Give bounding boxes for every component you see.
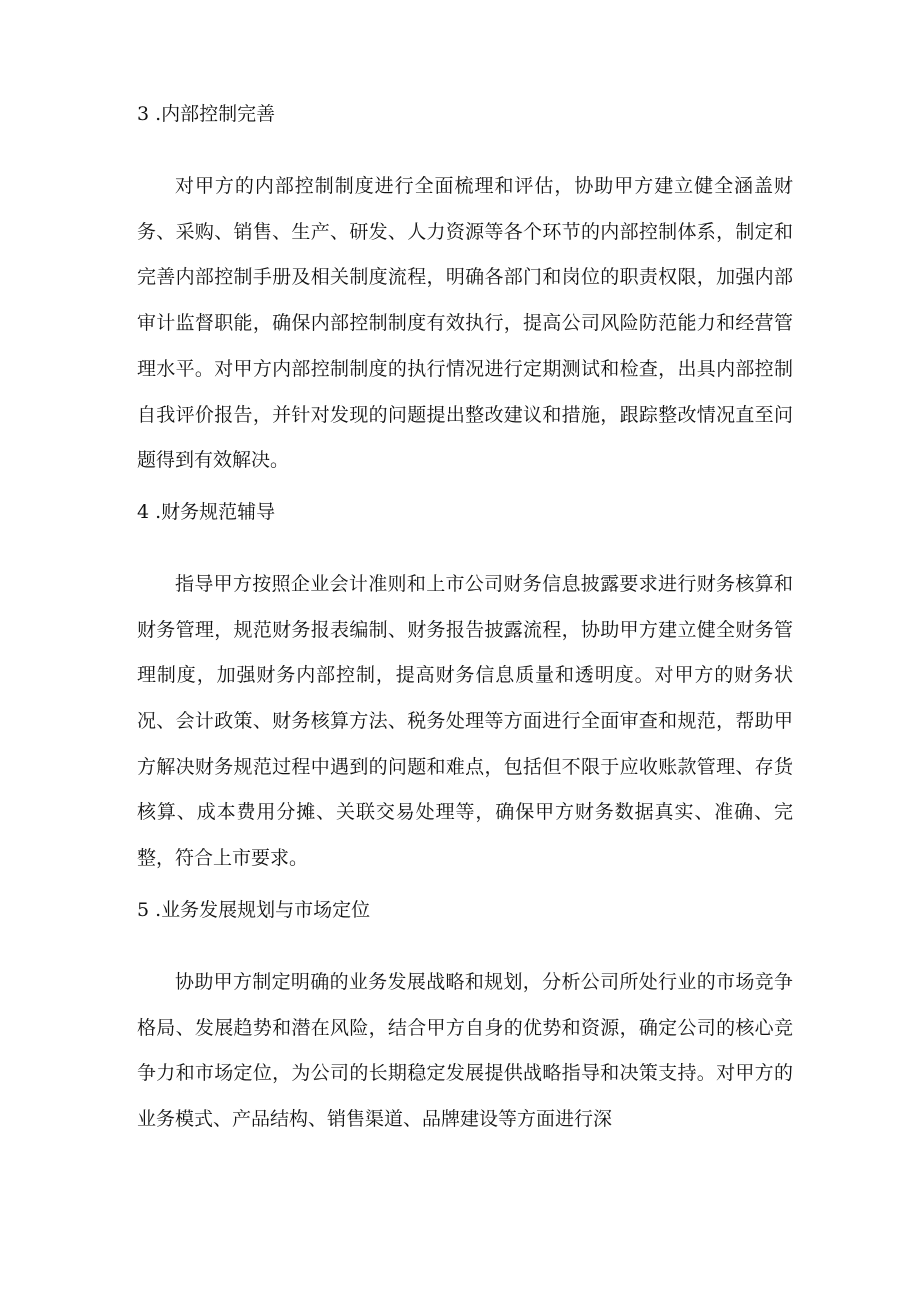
section-heading-internal-control: 3 .内部控制完善 (137, 103, 276, 125)
section-paragraph-internal-control: 对甲方的内部控制制度进行全面梳理和评估，协助甲方建立健全涵盖财务、采购、销售、生产、研发、人力资源等各个环节的内部控制体系，制定和完善内部控制手册及相关制度流程，明确各部门和岗位的职责权限，加强内部审计监督职能，确保内部控制制度有效执行，提高公司风险防范能力和经营管理水平。对甲方内部控制制度的执行情况进行定期测试和检查，出具内部控制自我评价报告，并针对发现的问题提出整改建议和措施，跟踪整改情况直至问题得到有效解决。 (137, 175, 793, 472)
section-paragraph-financial-guidance: 指导甲方按照企业会计准则和上市公司财务信息披露要求进行财务核算和财务管理，规范财务报表编制、财务报告披露流程，协助甲方建立健全财务管理制度，加强财务内部控制，提高财务信息质量和透明度。对甲方的财务状况、会计政策、财务核算方法、税务处理等方面进行全面审查和规范，帮助甲方解决财务规范过程中遇到的问题和难点，包括但不限于应收账款管理、存货核算、成本费用分摊、关联交易处理等，确保甲方财务数据真实、准确、完整，符合上市要求。 (137, 572, 793, 870)
section-heading-business-planning: 5 .业务发展规划与市场定位 (137, 898, 371, 921)
section-heading-financial-guidance: 4 .财务规范辅导 (137, 500, 276, 523)
section-paragraph-business-planning: 协助甲方制定明确的业务发展战略和规划，分析公司所处行业的市场竞争格局、发展趋势和潜在风险，结合甲方自身的优势和资源，确定公司的核心竞争力和市场定位，为公司的长期稳定发展提供战略指导和决策支持。对甲方的业务模式、产品结构、销售渠道、品牌建设等方面进行深 (137, 970, 793, 1130)
document-page (137, 94, 793, 1143)
